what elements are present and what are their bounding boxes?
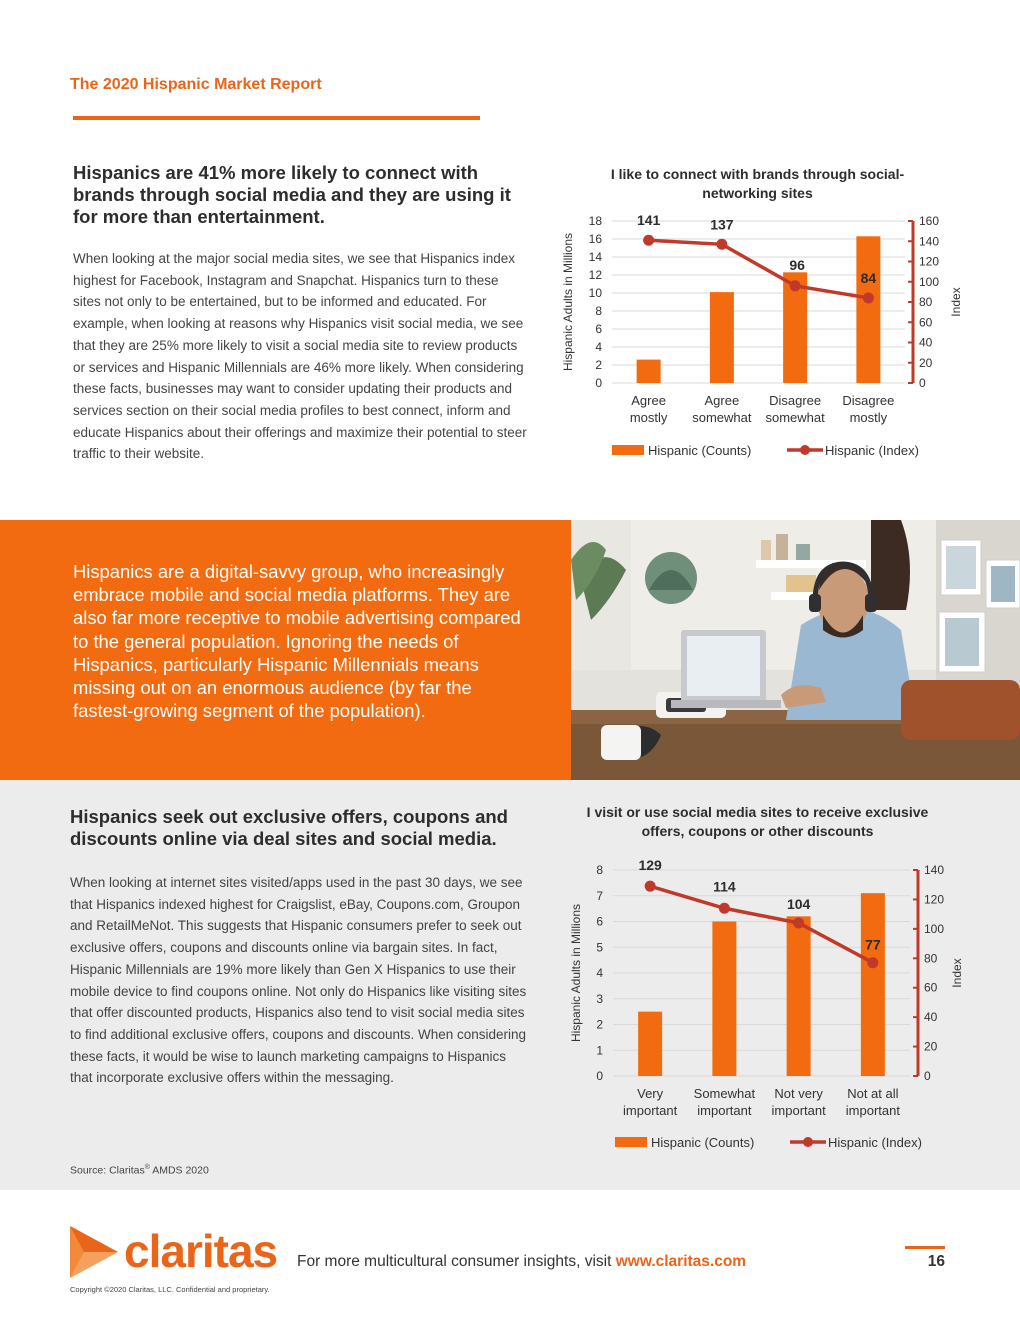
- claritas-logo-text: claritas: [124, 1225, 278, 1277]
- title-rule: [73, 116, 480, 120]
- category-label: mostly: [849, 410, 888, 425]
- index-line: [650, 886, 873, 963]
- source-prefix: Source: Claritas: [70, 1164, 145, 1177]
- category-label: important: [623, 1103, 678, 1118]
- y2-tick-label: 140: [924, 863, 945, 877]
- category-label: Somewhat: [693, 1086, 756, 1101]
- y2-tick-label: 20: [924, 1039, 938, 1054]
- copyright: Copyright ©2020 Claritas, LLC. Confidential and proprietary.: [70, 1285, 270, 1294]
- category-label: important: [771, 1103, 826, 1118]
- y-tick-label: 2: [595, 358, 602, 372]
- y2-tick-label: 0: [924, 1069, 931, 1083]
- y-tick-label: 0: [596, 1069, 603, 1083]
- office-photo: [571, 520, 1020, 780]
- index-data-label: 84: [860, 269, 877, 286]
- index-data-label: 104: [786, 895, 811, 912]
- legend-counts-label: Hispanic (Counts): [648, 443, 752, 458]
- legend-index-marker: [800, 445, 810, 455]
- band-quote: Hispanics are a digital-savvy group, who increasingly embrace mobile and social media platforms. They are also far more receptive to mobile advertising compared to the general population. Ignoring the needs of Hispanics, particularly Hispanic Millennials means missing out on an enormous audience (by far the fastest-growing segment of the population).: [73, 561, 521, 722]
- y-tick-label: 8: [596, 863, 603, 877]
- index-data-label: 137: [710, 216, 734, 233]
- y-tick-label: 0: [595, 376, 602, 390]
- claritas-logo-icon: [70, 1226, 122, 1278]
- y2-tick-label: 80: [919, 295, 933, 309]
- y2-tick-label: 100: [924, 921, 945, 936]
- y-axis-label: Hispanic Adults in Millions: [561, 232, 575, 372]
- y2-tick-label: 80: [924, 951, 938, 966]
- y-tick-label: 10: [588, 286, 602, 300]
- section2-body: When looking at internet sites visited/apps used in the past 30 days, we see that Hispanics indexed highest for Craigslist, eBay, Coupons.com, Groupon and RetailMeNot. This suggests that Hispanic consumers prefer to seek out exclusive offers, coupons and discounts online via bargain sites. In fact, Hispanic Millennials are 19% more likely than Gen X Hispanics to use their mobile device to find coupons online. Not only do Hispanics like visiting sites that offer discounted products, Hispanics also tend to visit social media sites to find additional exclusive offers, coupons and discounts. When considering these facts, it would be wise to launch marketing campaigns to Hispanics that incorporate exclusive offers within the messaging.: [70, 875, 527, 1086]
- category-label: Agree: [704, 393, 740, 408]
- source-suffix: AMDS 2020: [149, 1164, 209, 1177]
- section2-heading: Hispanics seek out exclusive offers, coupons and discounts online via deal sites and social media.: [70, 806, 508, 849]
- page-number: 16: [927, 1253, 945, 1270]
- index-point: [793, 917, 804, 928]
- chart2: [565, 858, 980, 1158]
- y-tick-label: 12: [588, 268, 602, 282]
- legend-index-label: Hispanic (Index): [828, 1135, 922, 1150]
- category-label: important: [697, 1103, 752, 1118]
- category-label: somewhat: [765, 410, 825, 425]
- chart1-title: I like to connect with brands through social-networking sites: [610, 166, 905, 201]
- y2-tick-label: 40: [919, 335, 933, 350]
- bar: [638, 1012, 662, 1076]
- y2-tick-label: 120: [924, 892, 945, 907]
- y-tick-label: 6: [595, 322, 602, 336]
- bar: [710, 292, 734, 383]
- y-tick-label: 2: [596, 1017, 603, 1032]
- index-data-label: 114: [713, 878, 736, 895]
- y2-tick-label: 120: [919, 254, 940, 269]
- legend-counts-swatch: [612, 445, 644, 455]
- y-tick-label: 6: [596, 914, 603, 929]
- footer-insights: [297, 1253, 746, 1271]
- y-tick-label: 18: [588, 214, 602, 228]
- y-tick-label: 16: [588, 232, 602, 246]
- report-title: The 2020 Hispanic Market Report: [70, 76, 322, 93]
- category-label: Not very: [774, 1086, 823, 1101]
- y2-tick-label: 60: [924, 980, 938, 995]
- index-data-label: 141: [636, 212, 661, 229]
- index-point: [719, 903, 730, 914]
- y-tick-label: 5: [596, 940, 603, 955]
- y2-tick-label: 0: [919, 376, 926, 390]
- index-point: [790, 280, 801, 291]
- category-label: somewhat: [692, 410, 752, 425]
- category-label: Disagree: [842, 393, 895, 408]
- bar: [861, 893, 885, 1076]
- chart2-title: I visit or use social media sites to receive exclusive offers, coupons or other discounts: [586, 804, 929, 839]
- y2-tick-label: 100: [919, 274, 940, 289]
- bar: [856, 236, 880, 383]
- y2-axis-label: Index: [950, 958, 964, 988]
- chart1: [560, 210, 980, 470]
- claritas-link[interactable]: www.claritas.com: [615, 1253, 747, 1270]
- bar: [637, 360, 661, 383]
- y2-tick-label: 40: [924, 1010, 938, 1025]
- y-axis-label: Hispanic Adults in Millions: [569, 903, 583, 1043]
- y2-tick-label: 60: [919, 315, 933, 330]
- footer-insights-text: For more multicultural consumer insights, visit: [297, 1253, 616, 1270]
- y-tick-label: 4: [596, 966, 603, 980]
- photo-illustration: [571, 520, 1020, 780]
- index-point: [645, 881, 656, 892]
- y-tick-label: 7: [596, 888, 603, 903]
- category-label: mostly: [629, 410, 668, 425]
- category-label: Not at all: [847, 1086, 899, 1101]
- y2-axis-label: Index: [949, 287, 963, 317]
- bar: [712, 922, 736, 1077]
- index-data-label: 77: [865, 936, 881, 953]
- y-tick-label: 4: [595, 340, 602, 354]
- section1-heading: Hispanics are 41% more likely to connect with brands through social media and they are using it for more than entertainment.: [73, 162, 511, 227]
- index-point: [716, 239, 727, 250]
- category-label: important: [845, 1103, 900, 1118]
- index-point: [867, 957, 878, 968]
- category-label: Agree: [631, 393, 666, 408]
- legend-index-label: Hispanic (Index): [825, 443, 919, 458]
- bar: [787, 916, 811, 1076]
- y2-tick-label: 140: [919, 234, 940, 249]
- index-line: [649, 240, 869, 298]
- category-label: Very: [637, 1086, 664, 1101]
- index-point: [643, 235, 654, 246]
- y2-tick-label: 20: [919, 355, 933, 370]
- source-registered-mark: ®: [144, 1164, 150, 1171]
- legend-counts-swatch: [615, 1137, 647, 1147]
- source-note: [70, 1164, 209, 1177]
- claritas-logo: [70, 1225, 278, 1278]
- y-tick-label: 3: [596, 991, 603, 1006]
- section1-body: When looking at the major social media sites, we see that Hispanics index highest for Facebook, Instagram and Snapchat. Hispanics turn to these sites not only to be entertained, but to be informed and educated. For example, when looking at reasons why Hispanics visit social media, we see that they are 25% more likely to visit a social media site to review products or services and Hispanic Millennials are 46% more likely. When considering these facts, businesses may want to consider updating their products and services section on their social media profiles to best connect, inform and educate Hispanics about their offerings and maximize their potential to steer traffic to their website.: [73, 251, 527, 462]
- y-tick-label: 14: [588, 250, 602, 264]
- legend-index-marker: [803, 1137, 813, 1147]
- legend-counts-label: Hispanic (Counts): [651, 1135, 755, 1150]
- index-data-label: 129: [638, 857, 662, 874]
- y2-tick-label: 160: [919, 214, 940, 228]
- index-point: [863, 292, 874, 303]
- y-tick-label: 1: [596, 1043, 603, 1058]
- index-data-label: 96: [789, 256, 805, 273]
- page-number-rule: [905, 1246, 945, 1249]
- y-tick-label: 8: [595, 304, 602, 318]
- category-label: Disagree: [769, 393, 822, 408]
